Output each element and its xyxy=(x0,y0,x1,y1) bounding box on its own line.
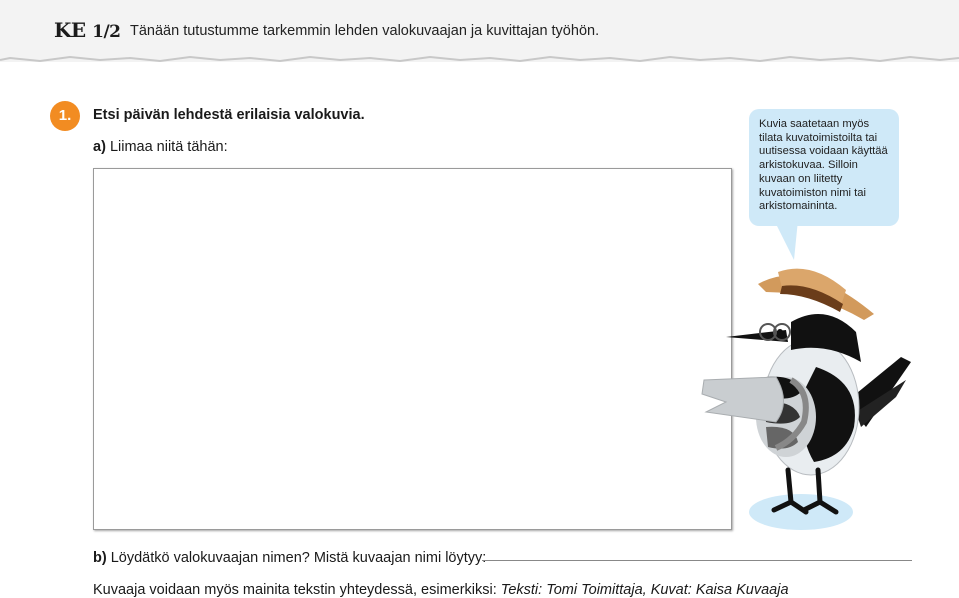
speech-bubble-tail xyxy=(772,220,802,264)
part-b-letter: b) xyxy=(93,550,107,566)
part-b-text: Löydätkö valokuvaajan nimen? Mistä kuvaajan nimi löytyy: xyxy=(110,550,487,566)
lesson-title: Tänään tutustumme tarkemmin lehden valokuvaajan ja kuvittajan työhön. xyxy=(130,23,600,39)
bird-reporter-illustration xyxy=(696,262,916,537)
answer-line[interactable] xyxy=(482,560,912,561)
note-example: Teksti: Tomi Toimittaja, Kuvat: Kaisa Kuvaaja xyxy=(500,582,789,598)
header-strip xyxy=(0,0,959,62)
part-a-letter: a) xyxy=(93,139,106,155)
part-b-question xyxy=(93,550,486,566)
part-a-instruction xyxy=(93,139,228,155)
part-a-text: Liimaa niitä tähän: xyxy=(109,139,228,155)
lesson-fraction: 1/2 xyxy=(92,22,121,42)
task-number-badge: 1. xyxy=(50,101,80,131)
speech-bubble: Kuvia saatetaan myös tilata kuvatoimistoilta tai uutisessa voidaan käyttää arkistokuvaa. Silloin kuvaan on liitetty kuvatoimiston nimi tai arkistomaininta. xyxy=(749,109,899,226)
lesson-code: KE 1/2 xyxy=(54,18,121,42)
note-text: Kuvaaja voidaan myös mainita tekstin yhteydessä, esimerkiksi: xyxy=(93,582,497,598)
photo-paste-area[interactable] xyxy=(93,168,732,530)
task-heading: Etsi päivän lehdestä erilaisia valokuvia. xyxy=(93,107,365,123)
photographer-note xyxy=(93,582,789,598)
